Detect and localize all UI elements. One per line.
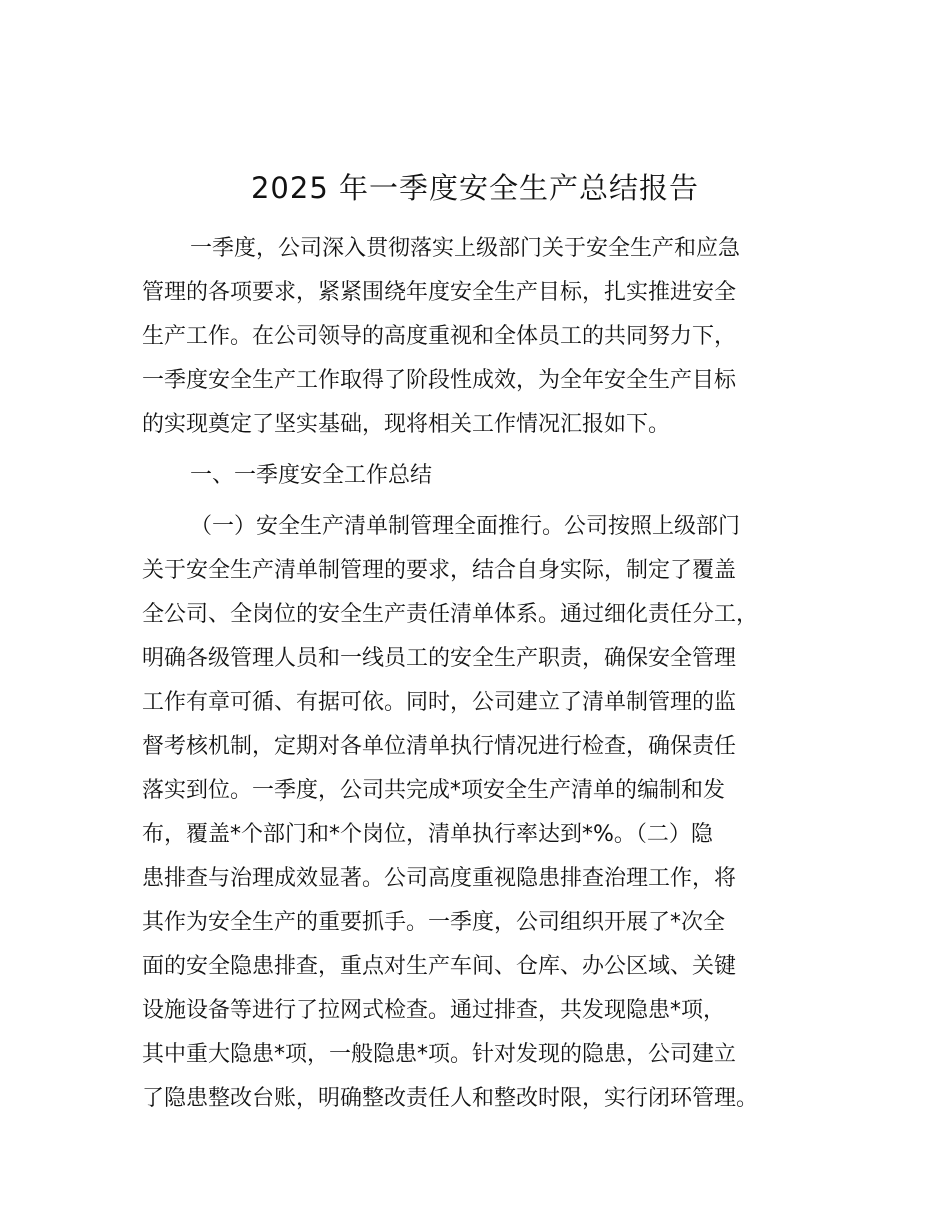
text-line: 了隐患整改台账，明确整改责任人和整改时限，实行闭环管理。	[142, 1086, 759, 1111]
text-line: 督考核机制，定期对各单位清单执行情况进行检查，确保责任	[142, 734, 737, 759]
text-line: 一、一季度安全工作总结	[190, 463, 433, 488]
text-line: 生产工作。在公司领导的高度重视和全体员工的共同努力下，	[142, 324, 737, 349]
text-line: 明确各级管理人员和一线员工的安全生产职责，确保安全管理	[142, 646, 737, 671]
text-line: 其中重大隐患*项，一般隐患*项。针对发现的隐患，公司建立	[142, 1042, 737, 1067]
text-line: 面的安全隐患排查，重点对生产车间、仓库、办公区域、关键	[142, 954, 737, 979]
text-line: 关于安全生产清单制管理的要求，结合自身实际，制定了覆盖	[142, 558, 737, 583]
document-title: 2025 年一季度安全生产总结报告	[250, 171, 700, 205]
text-line: 布，覆盖*个部门和*个岗位，清单执行率达到*%。（二）隐	[142, 822, 713, 847]
text-line: 一季度，公司深入贯彻落实上级部门关于安全生产和应急	[190, 236, 741, 261]
text-line: 一季度安全生产工作取得了阶段性成效，为全年安全生产目标	[142, 368, 737, 393]
text-line: 全公司、全岗位的安全生产责任清单体系。通过细化责任分工，	[142, 602, 759, 627]
text-line: 落实到位。一季度，公司共完成*项安全生产清单的编制和发	[142, 778, 726, 803]
text-line: 其作为安全生产的重要抓手。一季度，公司组织开展了*次全	[142, 910, 726, 935]
text-line: 管理的各项要求，紧紧围绕年度安全生产目标，扎实推进安全	[142, 280, 737, 305]
text-line: 设施设备等进行了拉网式检查。通过排查，共发现隐患*项，	[142, 998, 726, 1023]
text-line: 患排查与治理成效显著。公司高度重视隐患排查治理工作，将	[142, 866, 737, 891]
document-body	[142, 227, 842, 1121]
text-line: 工作有章可循、有据可依。同时，公司建立了清单制管理的监	[142, 690, 737, 715]
text-line: 的实现奠定了坚实基础，现将相关工作情况汇报如下。	[142, 412, 671, 437]
text-line: （一）安全生产清单制管理全面推行。公司按照上级部门	[190, 514, 741, 539]
